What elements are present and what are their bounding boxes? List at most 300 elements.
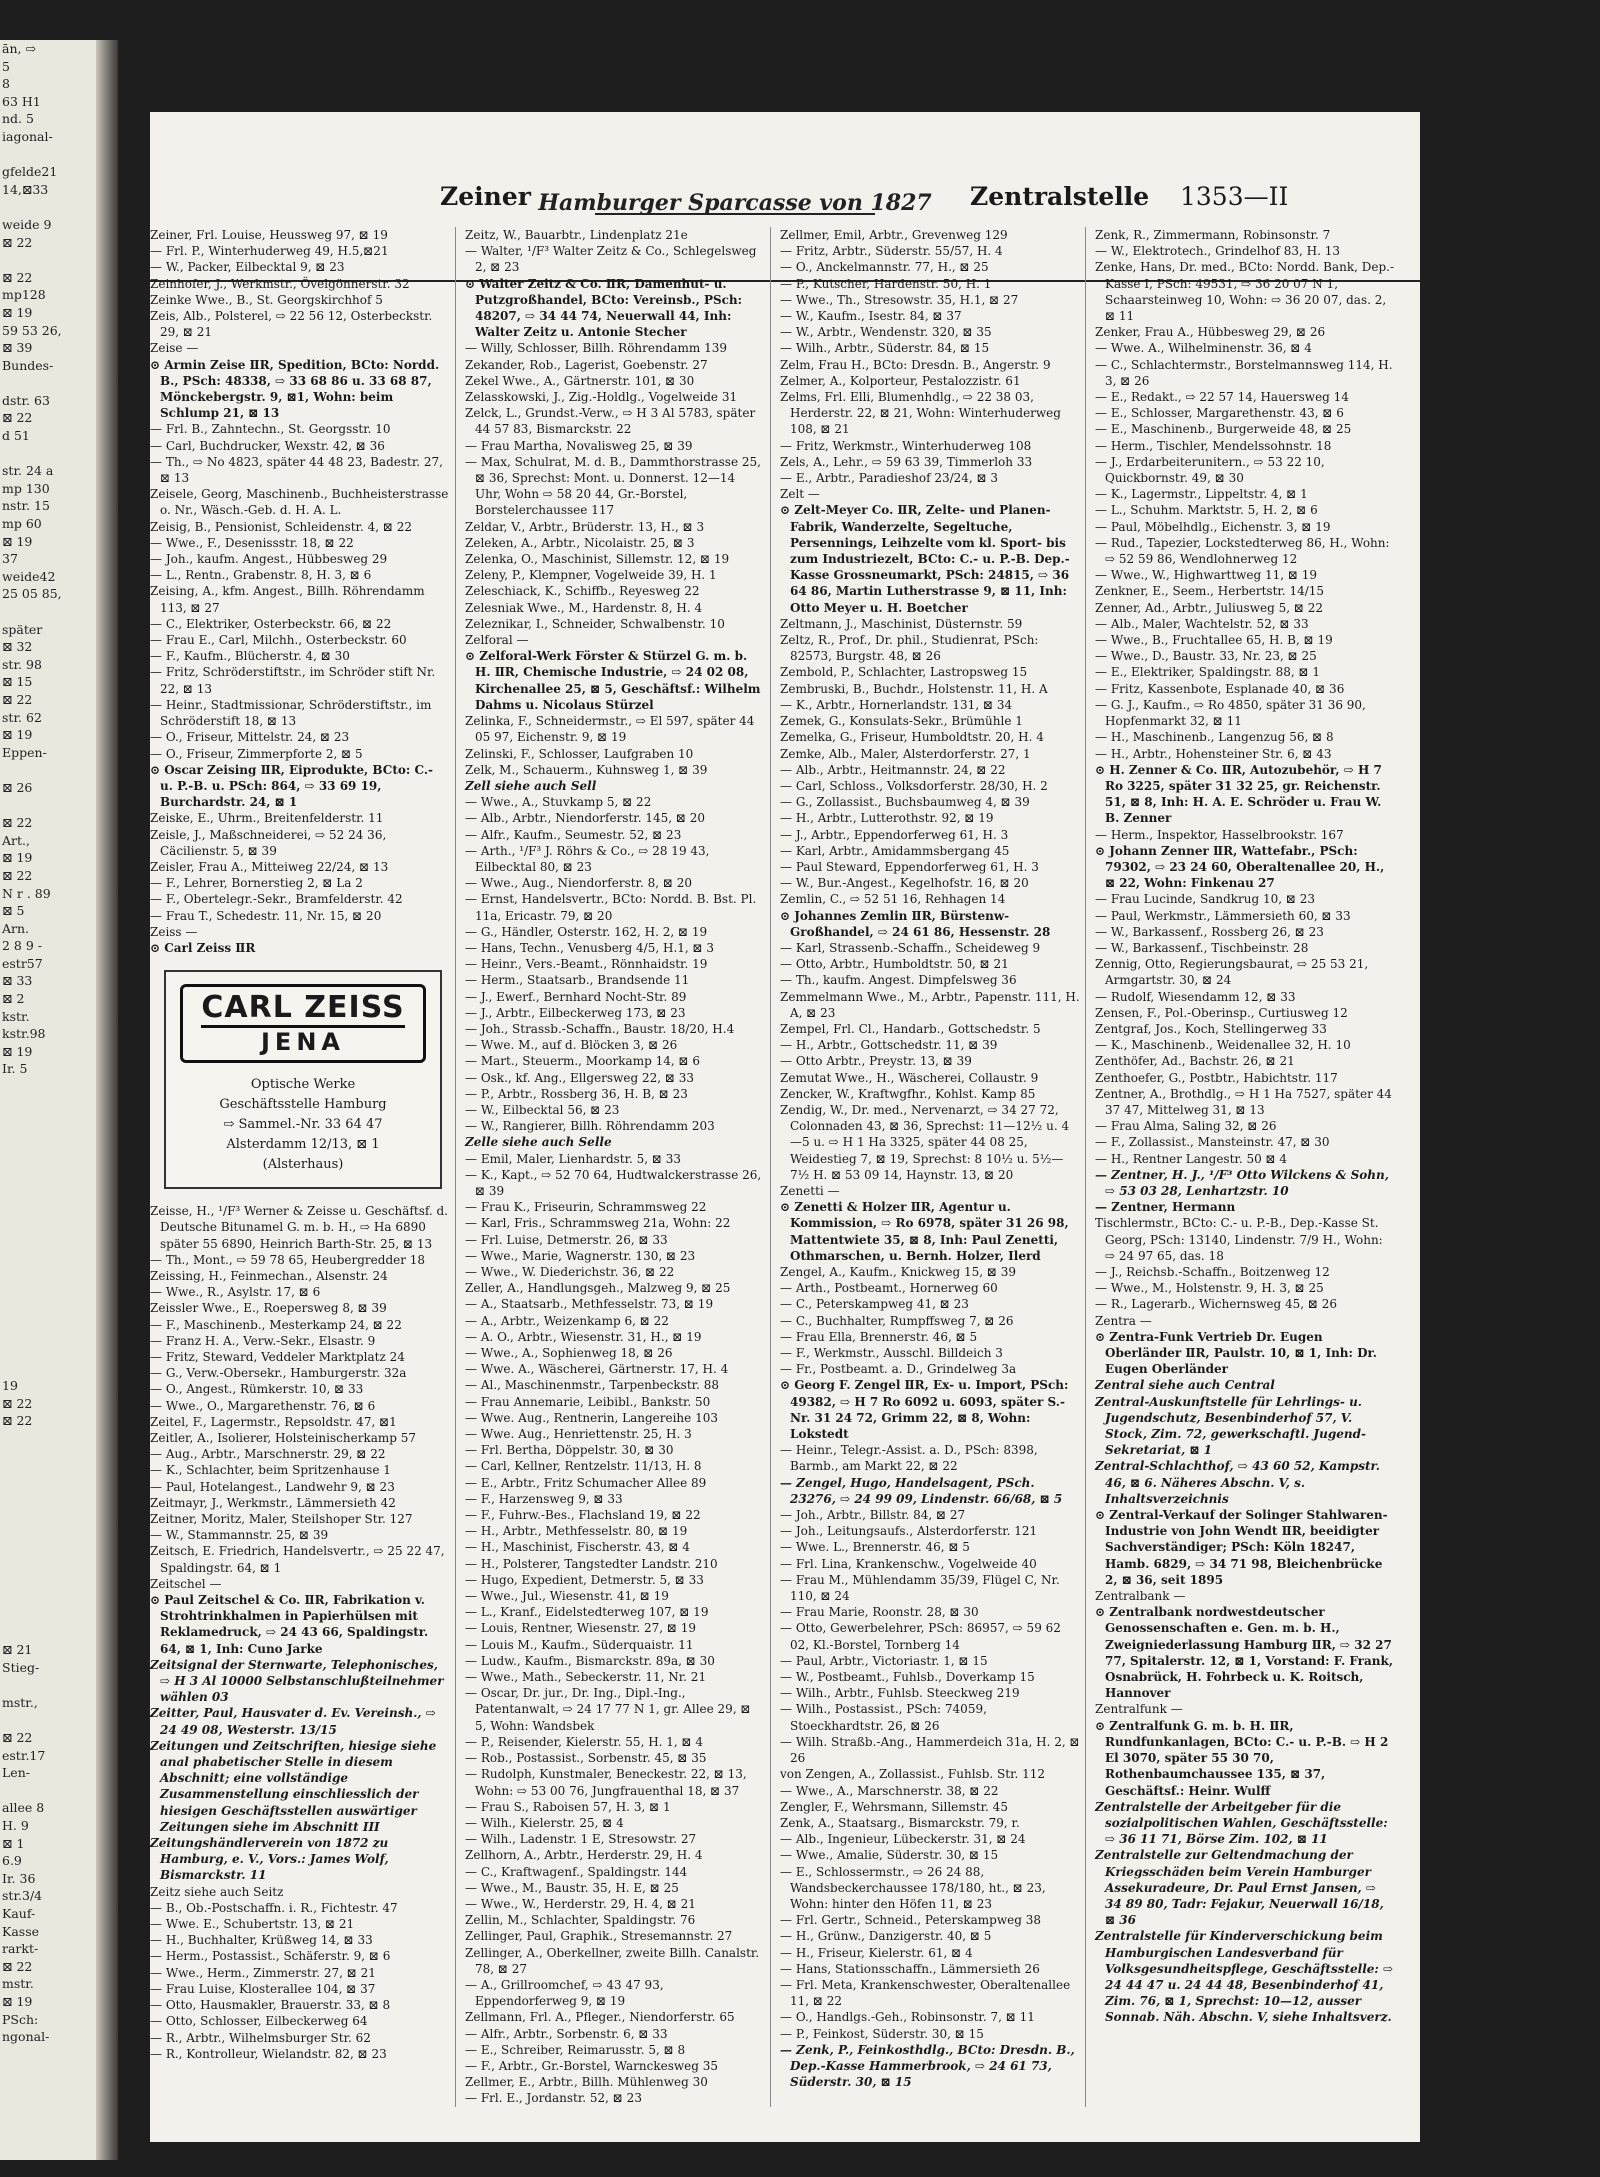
directory-entry: — C., Buchhalter, Rumpffsweg 7, ⊠ 26 bbox=[780, 1313, 1014, 1328]
left-page-text-fragment: 63 H1 bbox=[2, 93, 41, 109]
left-page-text-fragment: ⊠ 19 bbox=[2, 304, 33, 320]
directory-entry: ⊙ Georg F. Zengel ⅡR, Ex- u. Import, PSch: 49382, ⇨ H 7 Ro 6092 u. 6093, später S.-Nr. 31 24 72, Grimm 22, ⊠ 8, Wohn: Lokstedt bbox=[780, 1378, 1069, 1442]
directory-entry: — Al., Maschinenmstr., Tarpenbeckstr. 88 bbox=[465, 1378, 719, 1393]
directory-entry: — Fritz, Werkmstr., Winterhuderweg 108 bbox=[780, 438, 1032, 453]
directory-entry: ⊙ Johann Zenner ⅡR, Wattefabr., PSch: 79302, ⇨ 23 24 60, Oberaltenallee 20, H., ⊠ 22, Wohn: Finkenau 27 bbox=[1095, 843, 1385, 891]
directory-entry: Zeleznikar, I., Schneider, Schwalbenstr. 10 bbox=[465, 616, 725, 631]
directory-entry: Zentralfunk — bbox=[1095, 1702, 1183, 1717]
directory-entry: — J., Erdarbeiterunitern., ⇨ 53 22 10, Quickbornstr. 49, ⊠ 30 bbox=[1095, 454, 1325, 486]
directory-entry: — E., Arbtr., Fritz Schumacher Allee 89 bbox=[465, 1475, 707, 1490]
directory-entry: — Frl. B., Zahntechn., St. Georgsstr. 10 bbox=[150, 422, 391, 437]
left-page-text-fragment: gfelde21 bbox=[2, 164, 58, 180]
directory-entry: — Heinr., Telegr.-Assist. a. D., PSch: 8398, Barmb., am Markt 22, ⊠ 22 bbox=[780, 1443, 1038, 1474]
left-page-text-fragment: allee 8 bbox=[2, 1800, 45, 1816]
directory-entry: Zentgraf, Jos., Koch, Stellingerweg 33 bbox=[1095, 1021, 1327, 1036]
left-page-text-fragment: H. 9 bbox=[2, 1817, 29, 1833]
directory-entry: — Joh., Leitungsaufs., Alsterdorferstr. 121 bbox=[780, 1524, 1038, 1539]
directory-entry: — E., Redakt., ⇨ 22 57 14, Hauersweg 14 bbox=[1095, 390, 1349, 405]
directory-entry: Zenner, Ad., Arbtr., Juliusweg 5, ⊠ 22 bbox=[1095, 600, 1323, 615]
directory-entry: Zeisle, J., Maßschneiderei, ⇨ 52 24 36, Cäcilienstr. 5, ⊠ 39 bbox=[150, 827, 387, 858]
entry-columns bbox=[150, 227, 1420, 2127]
directory-entry: — Max, Schulrat, M. d. B., Dammthorstrasse 25, ⊠ 36, Sprechst: Mont. u. Donnerst. 12—14 Uhr, Wohn ⇨ 58 20 44, Gr.-Borstel, Borstelerchaussee 117 bbox=[465, 454, 761, 518]
directory-entry: Tischlermstr., BCto: C.- u. P.-B., Dep.-Kasse St. Georg, PSch: 13140, Lindenstr. 7/9 H., Wohn: ⇨ 24 97 65, das. 18 bbox=[1095, 1216, 1383, 1263]
zeiss-ad-line4: Alsterdamm 12/13, ⊠ 1 bbox=[226, 1137, 380, 1153]
directory-entry: — E., Maschinenb., Burgerweide 48, ⊠ 25 bbox=[1095, 422, 1352, 437]
directory-entry: — J., Reichsb.-Schaffn., Boitzenweg 12 bbox=[1095, 1265, 1330, 1279]
directory-entry: Zeiss — bbox=[150, 924, 198, 939]
zeiss-advertisement bbox=[164, 970, 442, 1189]
directory-entry: — Carl, Kellner, Rentzelstr. 11/13, H. 8 bbox=[465, 1459, 702, 1474]
directory-entry: Zelck, L., Grundst.-Verw., ⇨ H 3 Al 5783, später 44 57 83, Bismarckstr. 22 bbox=[465, 406, 756, 437]
directory-entry: — Carl, Buchdrucker, Wexstr. 42, ⊠ 36 bbox=[150, 438, 385, 453]
directory-entry: — Wwe., D., Baustr. 33, Nr. 23, ⊠ 25 bbox=[1095, 649, 1317, 664]
left-page-text-fragment: ⊠ 22 bbox=[2, 1730, 33, 1745]
directory-entry: — K., Lagermstr., Lippeltstr. 4, ⊠ 1 bbox=[1095, 487, 1308, 502]
left-page-text-fragment: ngonal- bbox=[2, 2029, 50, 2045]
directory-entry: Zentral siehe auch Central bbox=[1095, 1378, 1275, 1393]
left-page-text-fragment: 2 8 9 - bbox=[2, 938, 43, 954]
directory-entry: — E., Arbtr., Paradieshof 23/24, ⊠ 3 bbox=[780, 471, 999, 486]
directory-entry: — Frau Luise, Klosterallee 104, ⊠ 37 bbox=[150, 1981, 376, 1996]
left-page-text-fragment: estr57 bbox=[2, 955, 43, 971]
left-page-text-fragment: 37 bbox=[2, 551, 18, 567]
directory-entry: — Louis M., Kaufm., Süderquaistr. 11 bbox=[465, 1637, 694, 1652]
directory-entry: Zeitschel — bbox=[150, 1576, 222, 1591]
directory-entry: — Wwe., W. Diederichstr. 36, ⊠ 22 bbox=[465, 1265, 675, 1279]
directory-entry: — Wwe. A., Wäscherei, Gärtnerstr. 17, H. 4 bbox=[465, 1362, 729, 1377]
directory-entry: — Herm., Inspektor, Hasselbrookstr. 167 bbox=[1095, 827, 1344, 842]
directory-entry: — E., Elektriker, Spaldingstr. 88, ⊠ 1 bbox=[1095, 665, 1321, 680]
directory-entry: Zellinger, Paul, Graphik., Stresemannstr. 27 bbox=[465, 1929, 733, 1944]
directory-entry: Zeinhofer, J., Werkmstr., Övelgönnerstr. 32 bbox=[150, 276, 410, 291]
directory-entry: — Alfr., Arbtr., Sorbenstr. 6, ⊠ 33 bbox=[465, 2026, 668, 2041]
left-page-text-fragment: ⊠ 22 bbox=[2, 1395, 33, 1411]
header-last-entry: Zentralstelle bbox=[970, 182, 1150, 211]
directory-entry: — H., Grünw., Danzigerstr. 40, ⊠ 5 bbox=[780, 1929, 992, 1944]
directory-entry: — Herm., Postassist., Schäferstr. 9, ⊠ 6 bbox=[150, 1949, 391, 1964]
directory-entry: — Emil, Maler, Lienhardstr. 5, ⊠ 33 bbox=[465, 1151, 682, 1166]
directory-entry: — Wilh., Arbtr., Süderstr. 84, ⊠ 15 bbox=[780, 341, 990, 356]
directory-entry: — C., Peterskampweg 41, ⊠ 23 bbox=[780, 1297, 969, 1312]
directory-entry: — A. O., Arbtr., Wiesenstr. 31, H., ⊠ 19 bbox=[465, 1329, 702, 1344]
directory-entry: Zengler, F., Wehrsmann, Sillemstr. 45 bbox=[780, 1799, 1008, 1814]
directory-entry: Zelinka, F., Schneidermstr., ⇨ El 597, später 44 05 97, Eichenstr. 9, ⊠ 19 bbox=[465, 714, 755, 745]
directory-entry: — H., Polsterer, Tangstedter Landstr. 210 bbox=[465, 1556, 718, 1571]
left-page-text-fragment: Kasse bbox=[2, 1923, 40, 1939]
directory-entry: — Paul, Arbtr., Victoriastr. 1, ⊠ 15 bbox=[780, 1653, 988, 1668]
directory-entry: — Heinr., Stadtmissionar, Schröderstiftstr., im Schröderstift 18, ⊠ 13 bbox=[150, 697, 432, 729]
directory-entry: Zeitner, Moritz, Maler, Steilshoper Str. 127 bbox=[150, 1512, 413, 1526]
directory-entry: — K., Kapt., ⇨ 52 70 64, Hudtwalckerstrasse 26, ⊠ 39 bbox=[465, 1167, 762, 1198]
directory-entry: — Paul, Hotelangest., Landwehr 9, ⊠ 23 bbox=[150, 1479, 395, 1494]
directory-entry: — G., Zollassist., Buchsbaumweg 4, ⊠ 39 bbox=[780, 795, 1030, 810]
directory-entry: — Fr., Postbeamt. a. D., Grindelweg 3a bbox=[780, 1362, 1017, 1377]
directory-entry: — Wilh. Straßb.-Ang., Hammerdeich 31a, H. 2, ⊠ 26 bbox=[780, 1734, 1080, 1766]
directory-entry: — Wwe., A., Marschnerstr. 38, ⊠ 22 bbox=[780, 1783, 999, 1798]
directory-entry: Zeltz, R., Prof., Dr. phil., Studienrat, PSch: 82573, Burgstr. 48, ⊠ 26 bbox=[780, 633, 1039, 664]
directory-entry: — C., Kraftwagenf., Spaldingstr. 144 bbox=[465, 1864, 688, 1879]
directory-entry: — H., Arbtr., Gottschedstr. 11, ⊠ 39 bbox=[780, 1038, 998, 1053]
directory-entry: Zenkner, E., Seem., Herbertstr. 14/15 bbox=[1095, 584, 1325, 599]
directory-entry: — W., Kaufm., Isestr. 84, ⊠ 37 bbox=[780, 309, 962, 324]
directory-entry: — Fritz, Steward, Veddeler Marktplatz 24 bbox=[150, 1349, 405, 1364]
directory-entry: Zellinger, A., Oberkellner, zweite Billh. Canalstr. 78, ⊠ 27 bbox=[465, 1945, 760, 1976]
directory-entry: — Herm., Staatsarb., Brandsende 11 bbox=[465, 973, 690, 988]
column-3 bbox=[780, 227, 1080, 2127]
directory-entry: — E., Schlosser, Margarethenstr. 43, ⊠ 6 bbox=[1095, 406, 1344, 421]
directory-entry: — Rudolph, Kunstmaler, Beneckestr. 22, ⊠ 13, Wohn: ⇨ 53 00 76, Jungfrauenthal 18, ⊠ 37 bbox=[465, 1767, 747, 1798]
directory-entry: Zelforal — bbox=[465, 633, 529, 648]
directory-entry: — Wilh., Ladenstr. 1 E, Stresowstr. 27 bbox=[465, 1832, 697, 1847]
directory-entry: Zeissing, H., Feinmechan., Alsenstr. 24 bbox=[150, 1268, 388, 1283]
sparcasse-logo bbox=[538, 172, 932, 232]
left-page-text-fragment: PSch: bbox=[2, 2011, 39, 2027]
directory-entry: — Wwe., Amalie, Süderstr. 30, ⊠ 15 bbox=[780, 1848, 999, 1863]
directory-entry: ⊙ Walter Zeitz & Co. ⅡR, Damenhut- u. Putzgroßhandel, BCto: Vereinsb., PSch: 48207, ⇨ 34 44 74, Neuerwall 44, Inh: Walter Zeitz u. Antonie Stecher bbox=[465, 276, 743, 340]
directory-entry: — W., Bur.-Angest., Kegelhofstr. 16, ⊠ 20 bbox=[780, 876, 1029, 891]
directory-entry: — Frau E., Carl, Milchh., Osterbeckstr. 60 bbox=[150, 633, 407, 648]
directory-entry: — Zengel, Hugo, Handelsagent, PSch. 23276, ⇨ 24 99 09, Lindenstr. 66/68, ⊠ 5 bbox=[780, 1475, 1063, 1506]
left-page-text-fragment: Stieg- bbox=[2, 1659, 40, 1675]
directory-entry: — Franz H. A., Verw.-Sekr., Elsastr. 9 bbox=[150, 1333, 376, 1348]
directory-entry: — A., Arbtr., Weizenkamp 6, ⊠ 22 bbox=[465, 1313, 669, 1328]
directory-entry: — Th., Mont., ⇨ 59 78 65, Heubergredder 18 bbox=[150, 1252, 426, 1267]
directory-entry: — Aug., Arbtr., Marschnerstr. 29, ⊠ 22 bbox=[150, 1447, 386, 1462]
left-page-text-fragment: ⊠ 21 bbox=[2, 1642, 33, 1658]
directory-entry: Zeiske, E., Uhrm., Breitenfelderstr. 11 bbox=[150, 811, 384, 826]
directory-entry: — Alb., Ingenieur, Lübeckerstr. 31, ⊠ 24 bbox=[780, 1832, 1026, 1847]
directory-entry: — Karl, Arbtr., Amidammsbergang 45 bbox=[780, 843, 1010, 858]
directory-entry: Zentralstelle zur Geltendmachung der Kriegsschäden beim Verein Hamburger Assekuradeure, Dr. Paul Ernst Jansen, ⇨ 34 89 80, Tadr: Fejakur, Neuerwall 16/18, ⊠ 36 bbox=[1095, 1848, 1384, 1928]
directory-entry: — Fritz, Arbtr., Süderstr. 55/57, H. 4 bbox=[780, 244, 1003, 259]
directory-entry: — R., Lagerarb., Wichernsweg 45, ⊠ 26 bbox=[1095, 1297, 1337, 1312]
left-page-text-fragment: 25 05 85, bbox=[2, 586, 62, 602]
directory-entry: Zelesniak Wwe., M., Hardenstr. 8, H. 4 bbox=[465, 600, 703, 615]
directory-entry: Zekander, Rob., Lagerist, Goebenstr. 27 bbox=[465, 357, 708, 372]
directory-entry: Zelm, Frau H., BCto: Dresdn. B., Angerstr. 9 bbox=[780, 357, 1051, 372]
directory-entry: — F., Arbtr., Gr.-Borstel, Warnckesweg 35 bbox=[465, 2058, 718, 2073]
left-page-text-fragment: weide42 bbox=[2, 568, 56, 584]
directory-entry: — A., Staatsarb., Methfesselstr. 73, ⊠ 19 bbox=[465, 1297, 714, 1312]
directory-entry: Zekel Wwe., A., Gärtnerstr. 101, ⊠ 30 bbox=[465, 373, 695, 388]
directory-entry: ⊙ Zelt-Meyer Co. ⅡR, Zelte- und Planen-Fabrik, Wanderzelte, Segeltuche, Persennings, Leihzelte vom kl. Sport- bis zum Industriezelt, BCto: C.- u. P.-B. Dep.-Kasse Grossneumarkt, PSch: 24815, ⇨ 36 64 86, Martin Lutherstrasse 9, ⊠ 11, Inh: Otto Meyer u. H. Boetcher bbox=[780, 503, 1070, 615]
directory-entry: — Arth., ¹/F³ J. Röhrs & Co., ⇨ 28 19 43, Eilbecktal 80, ⊠ 23 bbox=[465, 843, 710, 874]
directory-entry: Zeldar, V., Arbtr., Brüderstr. 13, H., ⊠ 3 bbox=[465, 519, 705, 534]
left-page-text-fragment: ⊠ 26 bbox=[2, 779, 33, 795]
left-page-text-fragment: rarkt- bbox=[2, 1941, 39, 1957]
directory-entry: — O., Friseur, Zimmerpforte 2, ⊠ 5 bbox=[150, 746, 363, 761]
directory-entry: Zeleschiack, K., Schiffb., Reyesweg 22 bbox=[465, 584, 700, 599]
directory-entry: — H., Buchhalter, Krüßweg 14, ⊠ 33 bbox=[150, 1933, 373, 1948]
directory-entry: — Wwe. M., auf d. Blöcken 3, ⊠ 26 bbox=[465, 1038, 678, 1053]
left-page-text-fragment: ⊠ 5 bbox=[2, 903, 25, 919]
directory-entry: — W., Arbtr., Wendenstr. 320, ⊠ 35 bbox=[780, 325, 992, 340]
directory-entry: Zentra — bbox=[1095, 1313, 1152, 1328]
directory-entry: Zemek, G., Konsulats-Sekr., Brümühle 1 bbox=[780, 714, 1023, 729]
directory-entry: Zeitungshändlerverein von 1872 zu Hamburg, e. V., Vors.: James Wolf, Bismarckstr. 11 bbox=[150, 1836, 389, 1883]
directory-entry: — Alb., Arbtr., Niendorferstr. 145, ⊠ 20 bbox=[465, 811, 705, 826]
directory-entry: — Wwe., F., Desenissstr. 18, ⊠ 22 bbox=[150, 535, 354, 550]
directory-entry: Zelms, Frl. Elli, Blumenhdlg., ⇨ 22 38 03, Herderstr. 22, ⊠ 21, Wohn: Winterhuderweg 108, ⊠ 21 bbox=[780, 390, 1061, 437]
directory-entry: — Wwe., R., Asylstr. 17, ⊠ 6 bbox=[150, 1285, 321, 1300]
left-page-text-fragment: 6.9 bbox=[2, 1853, 22, 1869]
directory-entry: — F., Fuhrw.-Bes., Flachsland 19, ⊠ 22 bbox=[465, 1508, 701, 1523]
directory-entry: — W., Packer, Eilbecktal 9, ⊠ 23 bbox=[150, 260, 345, 275]
left-page-text-fragment: 59 53 26, bbox=[2, 322, 62, 338]
directory-entry: — Fritz, Kassenbote, Esplanade 40, ⊠ 36 bbox=[1095, 681, 1345, 696]
header-first-entry: Zeiner bbox=[440, 182, 531, 211]
directory-entry: Zemmelmann Wwe., M., Arbtr., Papenstr. 111, H. A, ⊠ 23 bbox=[780, 989, 1080, 1020]
directory-entry: — Wwe., A., Stuvkamp 5, ⊠ 22 bbox=[465, 795, 652, 810]
directory-entry: ⊙ Paul Zeitschel & Co. ⅡR, Fabrikation v. Strohtrinkhalmen in Papierhülsen mit Reklamedruck, ⇨ 24 43 66, Spaldingstr. 64, ⊠ 1, Inh: Cuno Jarke bbox=[150, 1593, 429, 1656]
directory-entry: — K., Maschinenb., Weidenallee 32, H. 10 bbox=[1095, 1038, 1351, 1053]
left-page-text-fragment: ⊠ 22 bbox=[2, 269, 33, 285]
directory-entry: — Wwe., Aug., Niendorferstr. 8, ⊠ 20 bbox=[465, 876, 693, 891]
left-page-text-fragment: Art., bbox=[2, 832, 30, 848]
directory-entry: Zeise — bbox=[150, 341, 199, 356]
column-4 bbox=[1095, 227, 1395, 2127]
directory-entry: — H., Arbtr., Hohensteiner Str. 6, ⊠ 43 bbox=[1095, 746, 1332, 761]
directory-entry: — Frau Alma, Saling 32, ⊠ 26 bbox=[1095, 1119, 1277, 1134]
left-page-text-fragment: N r . 89 bbox=[2, 885, 51, 901]
left-page-text-fragment: Kauf- bbox=[2, 1905, 36, 1921]
directory-entry: — Otto Arbtr., Preystr. 13, ⊠ 39 bbox=[780, 1054, 972, 1069]
directory-entry: — Zentner, Hermann bbox=[1095, 1200, 1236, 1215]
column-divider bbox=[455, 227, 456, 2107]
directory-entry: — Frau Martha, Novalisweg 25, ⊠ 39 bbox=[465, 438, 693, 453]
directory-entry: — P., Feinkost, Süderstr. 30, ⊠ 15 bbox=[780, 2026, 984, 2041]
left-page-text-fragment: dstr. 63 bbox=[2, 392, 50, 408]
directory-entry: — Hans, Stationsschaffn., Lämmersieth 26 bbox=[780, 1961, 1040, 1976]
directory-entry: — Frl. Lina, Krankenschw., Vogelweide 40 bbox=[780, 1556, 1037, 1571]
directory-entry: — Wwe., Marie, Wagnerstr. 130, ⊠ 23 bbox=[465, 1248, 696, 1263]
directory-entry: — Louis, Rentner, Wiesenstr. 27, ⊠ 19 bbox=[465, 1621, 697, 1636]
directory-entry: — B., Ob.-Postschaffn. i. R., Fichtestr. 47 bbox=[150, 1900, 398, 1915]
directory-entry: Zentralbank — bbox=[1095, 1589, 1186, 1604]
left-page-text-fragment: str. 98 bbox=[2, 656, 42, 672]
directory-entry: Zeisse, H., ¹/F³ Werner & Zeisse u. Geschäftsf. d. Deutsche Bitunamel G. m. b. H., ⇨ Ha 6890 später 55 6890, Heinrich Barth-Str. 25, ⊠ 13 bbox=[150, 1204, 448, 1251]
directory-entry: — Walter, ¹/F³ Walter Zeitz & Co., Schlegelsweg 2, ⊠ 23 bbox=[465, 244, 757, 275]
directory-entry: — F., Harzensweg 9, ⊠ 33 bbox=[465, 1491, 623, 1506]
zeiss-ad-line2: Geschäftsstelle Hamburg bbox=[219, 1097, 387, 1113]
left-page-text-fragment: 8 bbox=[2, 76, 10, 92]
sparcasse-logo-text: Hamburger Sparcasse von 1827 bbox=[538, 190, 932, 216]
directory-entry: Zeitungen und Zeitschriften, hiesige siehe anal phabetischer Stelle in diesem Abschnitt; eine vollständige Zusammenstellung einschliesslich der hiesigen Geschäftsstellen auswärtiger Zeitungen siehe im Abschnitt III bbox=[150, 1738, 437, 1834]
directory-entry: — Herm., Tischler, Mendelssohnstr. 18 bbox=[1095, 438, 1332, 453]
directory-entry: Zenk, A., Staatsarg., Bismarckstr. 79, r. bbox=[780, 1815, 1020, 1830]
directory-entry: ⊙ H. Zenner & Co. ⅡR, Autozubehör, ⇨ H 7 Ro 3225, später 31 32 25, gr. Reichenstr. 51, ⊠ 8, Inh: H. A. E. Schröder u. Frau W. B. Zenner bbox=[1095, 762, 1382, 826]
left-page-text-fragment: str.3/4 bbox=[2, 1888, 43, 1904]
directory-entry: Zemlin, C., ⇨ 52 51 16, Rehhagen 14 bbox=[780, 892, 1006, 907]
directory-entry: ⊙ Zentra-Funk Vertrieb Dr. Eugen Oberländer ⅡR, Paulstr. 10, ⊠ 1, Inh: Dr. Eugen Oberländer bbox=[1095, 1329, 1377, 1377]
left-page-text-fragment: weide 9 bbox=[2, 216, 52, 232]
directory-entry: — Wwe., Th., Stresowstr. 35, H.1, ⊠ 27 bbox=[780, 292, 1019, 307]
directory-entry: — H., Friseur, Kielerstr. 61, ⊠ 4 bbox=[780, 1945, 973, 1960]
directory-entry: — Wwe., A., Sophienweg 18, ⊠ 26 bbox=[465, 1346, 673, 1361]
directory-entry: Zemelka, G., Friseur, Humboldtstr. 20, H. 4 bbox=[780, 730, 1044, 745]
left-page-text-fragment: kstr. bbox=[2, 1008, 30, 1024]
directory-entry: — K., Arbtr., Hornerlandstr. 131, ⊠ 34 bbox=[780, 697, 1013, 712]
directory-entry: — Frau S., Raboisen 57, H. 3, ⊠ 1 bbox=[465, 1799, 671, 1814]
directory-entry: — Frau Marie, Roonstr. 28, ⊠ 30 bbox=[780, 1605, 979, 1620]
directory-entry: — W., Eilbecktal 56, ⊠ 23 bbox=[465, 1102, 620, 1117]
directory-entry: — Ernst, Handelsvertr., BCto: Nordd. B. Bst. Pl. 11a, Ericastr. 79, ⊠ 20 bbox=[465, 892, 757, 923]
directory-entry: — C., Schlachtermstr., Borstelmannsweg 114, H. 3, ⊠ 26 bbox=[1095, 357, 1393, 388]
directory-entry: — O., Anckelmannstr. 77, H., ⊠ 25 bbox=[780, 260, 989, 275]
left-page-text-fragment: ⊠ 22 bbox=[2, 1958, 33, 1974]
directory-entry: — Wwe., Jul., Wiesenstr. 41, ⊠ 19 bbox=[465, 1589, 669, 1604]
directory-entry: Zell siehe auch Sell bbox=[465, 778, 597, 793]
left-page-text-fragment: ⊠ 1 bbox=[2, 1835, 25, 1851]
left-page-text-fragment: ⊠ 19 bbox=[2, 850, 33, 866]
directory-entry: Zelmer, A., Kolporteur, Pestalozzistr. 61 bbox=[780, 373, 1021, 388]
directory-entry: — Rudolf, Wiesendamm 12, ⊠ 33 bbox=[1095, 989, 1296, 1004]
directory-entry: — R., Arbtr., Wilhelmsburger Str. 62 bbox=[150, 2030, 371, 2045]
left-page-text-fragment: 14,⊠33 bbox=[2, 181, 49, 197]
directory-entry: — Frl. Luise, Detmerstr. 26, ⊠ 33 bbox=[465, 1232, 668, 1247]
column-1 bbox=[150, 227, 450, 2127]
directory-entry: — O., Handlgs.-Geh., Robinsonstr. 7, ⊠ 11 bbox=[780, 2010, 1035, 2025]
left-page-text-fragment: ⊠ 2 bbox=[2, 991, 25, 1007]
directory-entry: Zendig, W., Dr. med., Nervenarzt, ⇨ 34 27 72, Colonnaden 43, ⊠ 36, Sprechst: 11—12½ u. 4—5 u. ⇨ H 1 Ha 3325, später 44 08 25, Weidestieg 7, ⊠ 19, Sprechst: 8 10½ u. 5½—7½ H. ⊠ 53 09 14, Haynstr. 13, ⊠ 20 bbox=[780, 1102, 1070, 1182]
directory-entry: ⊙ Oscar Zeising ⅡR, Eiprodukte, BCto: C.- u. P.-B. u. PSch: 864, ⇨ 33 69 19, Burchardstr. 24, ⊠ 1 bbox=[150, 762, 433, 810]
directory-entry: Zeitel, F., Lagermstr., Repsoldstr. 47, ⊠1 bbox=[150, 1414, 397, 1429]
directory-entry: Zellmann, Frl. A., Pfleger., Niendorferstr. 65 bbox=[465, 2010, 735, 2025]
directory-entry: Zemke, Alb., Maler, Alsterdorferstr. 27, 1 bbox=[780, 746, 1031, 761]
left-page-text-fragment: ⊠ 22 bbox=[2, 867, 33, 883]
directory-entry: — G., Verw.-Obersekr., Hamburgerstr. 32a bbox=[150, 1366, 407, 1381]
directory-entry: — F., Zollassist., Mansteinstr. 47, ⊠ 30 bbox=[1095, 1135, 1330, 1150]
directory-entry: — Wwe. Aug., Henriettenstr. 25, H. 3 bbox=[465, 1427, 692, 1442]
left-page-text-fragment: ⊠ 22 bbox=[2, 234, 33, 250]
directory-entry: — Fritz, Schröderstiftstr., im Schröder stift Nr. 22, ⊠ 13 bbox=[150, 665, 436, 696]
directory-entry: — J., Ewerf., Bernhard Nocht-Str. 89 bbox=[465, 989, 687, 1004]
directory-entry: Zentralstelle für Kinderverschickung beim Hamburgischen Landesverband für Volksgesundheitspflege, Geschäftsstelle: ⇨ 24 44 47 u. 24 44 48, Besenbinderhof 41, Zim. 76, ⊠ 1, Sprechst: 10—12, ausser Sonnab. Näh. Abschn. V, siehe Inhaltsverz. bbox=[1095, 1929, 1394, 2025]
directory-entry: — Frau Ella, Brennerstr. 46, ⊠ 5 bbox=[780, 1329, 978, 1344]
directory-entry: — Joh., kaufm. Angest., Hübbesweg 29 bbox=[150, 552, 388, 567]
directory-entry: — Alfr., Kaufm., Seumestr. 52, ⊠ 23 bbox=[465, 827, 682, 842]
directory-entry: — Joh., Arbtr., Billstr. 84, ⊠ 27 bbox=[780, 1508, 966, 1523]
directory-entry: Zeinke Wwe., B., St. Georgskirchhof 5 bbox=[150, 292, 383, 307]
directory-entry: Zengel, A., Kaufm., Knickweg 15, ⊠ 39 bbox=[780, 1265, 1017, 1279]
directory-entry: — P., Arbtr., Rossberg 36, H. B, ⊠ 23 bbox=[465, 1086, 688, 1101]
directory-entry: — G. J., Kaufm., ⇨ Ro 4850, später 31 36 90, Hopfenmarkt 32, ⊠ 11 bbox=[1095, 697, 1366, 729]
directory-entry: — Frl. Bertha, Döppelstr. 30, ⊠ 30 bbox=[465, 1443, 674, 1458]
directory-entry: Zenke, Hans, Dr. med., BCto: Nordd. Bank, Dep.-Kasse I, PSch: 49531, ⇨ 36 20 07 N 1, Schaarsteinweg 10, Wohn: ⇨ 36 20 07, das. 2, ⊠ 11 bbox=[1095, 260, 1395, 324]
directory-entry: Zeiner, Frl. Louise, Heussweg 97, ⊠ 19 bbox=[150, 228, 388, 242]
column-divider bbox=[770, 227, 771, 2107]
directory-entry: Zeisig, B., Pensionist, Schleidenstr. 4, ⊠ 22 bbox=[150, 519, 412, 534]
directory-entry: — Arth., Postbeamt., Hornerweg 60 bbox=[780, 1281, 998, 1296]
directory-entry: ⊙ Zentralfunk G. m. b. H. ⅡR, Rundfunkanlagen, BCto: C.- u. P.-B. ⇨ H 2 El 3070, später 55 30 70, Rothenbaumchaussee 135, ⊠ 37, Geschäftsf.: Heinr. Wulff bbox=[1095, 1718, 1389, 1798]
left-page-text-fragment: Len- bbox=[2, 1765, 30, 1781]
directory-entry: — L., Schuhm. Marktstr. 5, H. 2, ⊠ 6 bbox=[1095, 503, 1318, 518]
directory-entry: — Frau T., Schedestr. 11, Nr. 15, ⊠ 20 bbox=[150, 908, 382, 923]
directory-entry: — Rud., Tapezier, Lockstedterweg 86, H., Wohn: ⇨ 52 59 86, Wendlohnerweg 12 bbox=[1095, 535, 1390, 567]
directory-entry: — W., Barkassenf., Rossberg 26, ⊠ 23 bbox=[1095, 924, 1324, 939]
directory-entry: — G., Händler, Osterstr. 162, H. 2, ⊠ 19 bbox=[465, 924, 708, 939]
directory-entry: Zelt — bbox=[780, 487, 820, 502]
left-page-text-fragment: ⊠ 32 bbox=[2, 639, 33, 655]
directory-entry: — W., Elektrotech., Grindelhof 83, H. 13 bbox=[1095, 244, 1341, 259]
zeiss-logo bbox=[180, 984, 425, 1063]
directory-entry: Zenthöfer, Ad., Bachstr. 26, ⊠ 21 bbox=[1095, 1054, 1295, 1069]
directory-entry: Zeitter, Paul, Hausvater d. Ev. Vereinsh., ⇨ 24 49 08, Westerstr. 13/15 bbox=[150, 1706, 436, 1737]
directory-entry: Zeitler, A., Isolierer, Holsteinischerkamp 57 bbox=[150, 1430, 417, 1445]
left-page-text-fragment: str. 62 bbox=[2, 709, 42, 725]
directory-entry: — Otto, Schlosser, Eilbeckerweg 64 bbox=[150, 2014, 368, 2029]
directory-entry: — Wwe., Herm., Zimmerstr. 27, ⊠ 21 bbox=[150, 1965, 376, 1980]
directory-entry: Zenker, Frau A., Hübbesweg 29, ⊠ 26 bbox=[1095, 325, 1326, 340]
directory-entry: — Frl. Gertr., Schneid., Peterskampweg 38 bbox=[780, 1913, 1041, 1928]
left-page-text-fragment: ⊠ 15 bbox=[2, 674, 33, 690]
directory-entry: Zeltmann, J., Maschinist, Düsternstr. 59 bbox=[780, 616, 1023, 631]
directory-entry: Zeleken, A., Arbtr., Nicolaistr. 25, ⊠ 3 bbox=[465, 535, 695, 550]
left-page-text-fragment: mp 60 bbox=[2, 516, 42, 532]
directory-entry: Zenthoefer, G., Postbtr., Habichtstr. 117 bbox=[1095, 1070, 1338, 1085]
directory-entry: — P., Reisender, Kielerstr. 55, H. 1, ⊠ 4 bbox=[465, 1734, 704, 1749]
directory-entry: — Zentner, H. J., ¹/F³ Otto Wilckens & Sohn, ⇨ 53 03 28, Lenhartzstr. 10 bbox=[1095, 1167, 1389, 1198]
directory-entry: — Th., ⇨ No 4823, später 44 48 23, Badestr. 27, ⊠ 13 bbox=[150, 454, 443, 486]
directory-entry: — W., Stammannstr. 25, ⊠ 39 bbox=[150, 1528, 329, 1543]
directory-entry: Zellmer, E., Arbtr., Billh. Mühlenweg 30 bbox=[465, 2075, 708, 2090]
directory-entry: — Alb., Maler, Wachtelstr. 52, ⊠ 33 bbox=[1095, 616, 1309, 631]
directory-entry: — Frl. Meta, Krankenschwester, Oberaltenallee 11, ⊠ 22 bbox=[780, 1977, 1071, 2009]
left-page-text-fragment: ⊠ 33 bbox=[2, 973, 33, 989]
directory-entry: Zentralstelle der Arbeitgeber für die sozialpolitischen Wahlen, Geschäftsstelle: ⇨ 36 11 71, Börse Zim. 102, ⊠ 11 bbox=[1095, 1799, 1388, 1847]
directory-entry: — Wwe., B., Fruchtallee 65, H. B, ⊠ 19 bbox=[1095, 633, 1333, 648]
left-page-text-fragment: ⊠ 19 bbox=[2, 1043, 33, 1059]
directory-entry: ⊙ Armin Zeise ⅡR, Spedition, BCto: Nordd. B., PSch: 48338, ⇨ 33 68 86 u. 33 68 87, Mönckebergstr. 9, ⊠1, Wohn: beim Schlump 21, ⊠ 13 bbox=[150, 357, 440, 421]
left-page-text-fragment: kstr.98 bbox=[2, 1026, 46, 1042]
directory-entry: Zenetti — bbox=[780, 1183, 840, 1198]
left-page-text-fragment: ⊠ 19 bbox=[2, 1993, 33, 2009]
directory-entry: — J., Arbtr., Eppendorferweg 61, H. 3 bbox=[780, 827, 1009, 842]
directory-entry: — Frl. P., Winterhuderweg 49, H.5,⊠21 bbox=[150, 244, 389, 259]
directory-entry: — Ludw., Kaufm., Bismarckstr. 89a, ⊠ 30 bbox=[465, 1653, 715, 1668]
directory-entry: ⊙ Johannes Zemlin ⅡR, Bürstenw-Großhandel, ⇨ 24 61 86, Hessenstr. 28 bbox=[780, 908, 1051, 939]
directory-entry: Zentner, A., Brothdlg., ⇨ H 1 Ha 7527, später 44 37 47, Mittelweg 31, ⊠ 13 bbox=[1095, 1086, 1392, 1117]
directory-entry: — Paul, Werkmstr., Lämmersieth 60, ⊠ 33 bbox=[1095, 908, 1351, 923]
left-page-text-fragment: mstr., bbox=[2, 1694, 38, 1710]
left-page-text-fragment: nstr. 15 bbox=[2, 498, 50, 514]
directory-entry: — Th., kaufm. Angest. Dimpfelsweg 36 bbox=[780, 973, 1017, 988]
directory-entry: — Frau Lucinde, Sandkrug 10, ⊠ 23 bbox=[1095, 892, 1316, 907]
directory-entry: — F., Kaufm., Blücherstr. 4, ⊠ 30 bbox=[150, 649, 350, 664]
directory-entry: — Wwe., O., Margarethenstr. 76, ⊠ 6 bbox=[150, 1398, 376, 1413]
directory-entry: — Rob., Postassist., Sorbenstr. 45, ⊠ 35 bbox=[465, 1751, 707, 1766]
left-page-text-fragment: mp128 bbox=[2, 287, 46, 303]
directory-entry: ⊙ Zenetti & Holzer ⅡR, Agentur u. Kommission, ⇨ Ro 6978, später 31 26 98, Mattentwiete 35, ⊠ 8, Inh: Paul Zenetti, Othmarschen, u. Bernh. Holzer, Ilerd bbox=[780, 1200, 1069, 1263]
zeiss-logo-line-2: JENA bbox=[201, 1025, 404, 1056]
directory-entry: — Paul, Möbelhdlg., Eichenstr. 3, ⊠ 19 bbox=[1095, 519, 1331, 534]
directory-entry: — Wwe., W., Highwarttweg 11, ⊠ 19 bbox=[1095, 568, 1318, 583]
directory-entry: von Zengen, A., Zollassist., Fuhlsb. Str. 112 bbox=[780, 1767, 1046, 1782]
directory-entry: — L., Kranf., Eidelstedterweg 107, ⊠ 19 bbox=[465, 1605, 709, 1620]
left-page-text-fragment: ⊠ 22 bbox=[2, 815, 33, 831]
directory-entry: — E., Schlossermstr., ⇨ 26 24 88, Wandsbeckerchaussee 178/180, ht., ⊠ 23, Wohn: hinter den Höfen 11, ⊠ 23 bbox=[780, 1864, 1046, 1911]
directory-entry: — Joh., Strassb.-Schaffn., Baustr. 18/20, H.4 bbox=[465, 1021, 735, 1036]
zeiss-logo-line-1: CARL ZEISS bbox=[201, 990, 405, 1026]
directory-entry: — H., Rentner Langestr. 50 ⊠ 4 bbox=[1095, 1151, 1288, 1166]
directory-entry: — Wwe. A., Wilhelminenstr. 36, ⊠ 4 bbox=[1095, 341, 1312, 356]
directory-entry: — Wwe. E., Schubertstr. 13, ⊠ 21 bbox=[150, 1917, 355, 1932]
directory-entry: — Mart., Steuerm., Moorkamp 14, ⊠ 6 bbox=[465, 1054, 700, 1069]
directory-entry: — Zenk, P., Feinkosthdlg., BCto: Dresdn. B., Dep.-Kasse Hammerbrook, ⇨ 24 61 73, Süderstr. 30, ⊠ 15 bbox=[780, 2042, 1075, 2090]
left-page-text-fragment: ⊠ 22 bbox=[2, 691, 33, 707]
directory-entry: Zelasskowski, J., Zig.-Holdlg., Vogelweide 31 bbox=[465, 390, 738, 405]
directory-entry: — Willy, Schlosser, Billh. Röhrendamm 139 bbox=[465, 341, 728, 356]
